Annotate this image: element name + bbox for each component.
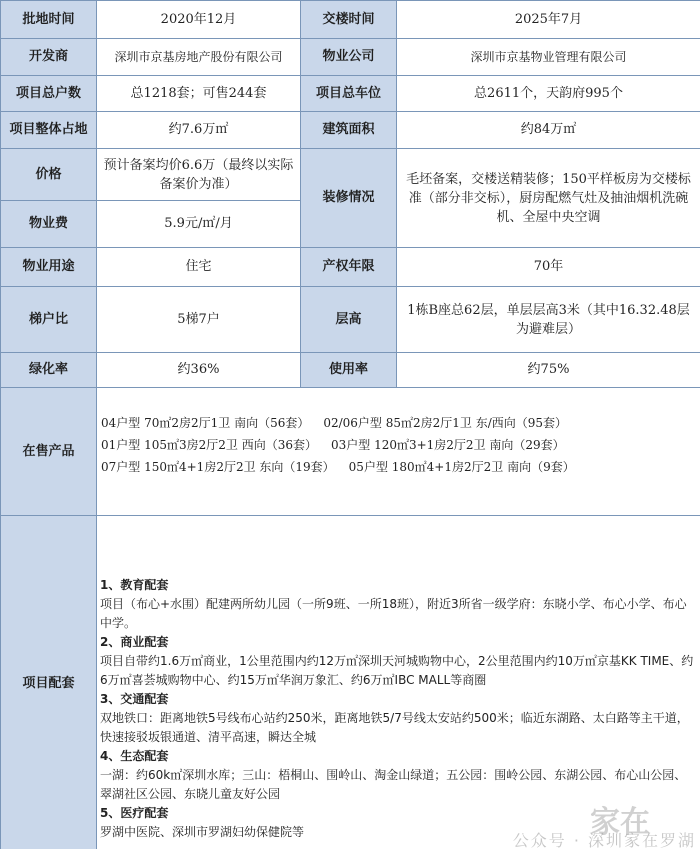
facility-text: 项目（布心+水围）配建两所幼儿园（一所9班、一所18班），附近3所省一级学府：东晓小学、布心小学、布心中学。 bbox=[100, 597, 687, 630]
value-floor-area: 约84万㎡ bbox=[397, 112, 700, 149]
facility-text: 项目自带约1.6万㎡商业，1公里范围内约12万㎡深圳天河城购物中心，2公里范围内约10万㎡京基KK TIME、约6万㎡喜荟城购物中心、约15万㎡华润万象汇、约6万㎡IBC MALL等商圈 bbox=[100, 654, 694, 687]
products-row bbox=[101, 412, 700, 434]
product-item: 03户型 120㎡3+1房2厅2卫 南向（29套） bbox=[330, 438, 565, 452]
value-property-company: 深圳市京基物业管理有限公司 bbox=[397, 39, 700, 76]
facility-title: 3、交通配套 bbox=[100, 692, 169, 706]
value-green-rate: 约36% bbox=[97, 353, 301, 388]
product-item: 04户型 70㎡2房2厅1卫 南向（56套） bbox=[101, 416, 310, 430]
row-price bbox=[1, 149, 700, 201]
label-elevator-ratio: 梯户比 bbox=[1, 287, 97, 353]
value-total-units: 总1218套；可售244套 bbox=[97, 76, 301, 112]
value-land-area: 约7.6万㎡ bbox=[97, 112, 301, 149]
value-land-date: 2020年12月 bbox=[97, 1, 301, 39]
value-usage: 住宅 bbox=[97, 248, 301, 287]
row-dates bbox=[1, 1, 700, 39]
label-property-fee: 物业费 bbox=[1, 201, 97, 248]
value-delivery-date: 2025年7月 bbox=[397, 1, 700, 39]
value-parking: 总2611个，天韵府995个 bbox=[397, 76, 700, 112]
facility-title: 2、商业配套 bbox=[100, 635, 169, 649]
products-row bbox=[101, 434, 700, 456]
facility-text: 一湖：约60k㎡深圳水库；三山：梧桐山、围岭山、淘金山绿道；五公园：围岭公园、东湖公园、布心山公园、翠湖社区公园、东晓儿童友好公园 bbox=[100, 768, 687, 801]
row-green bbox=[1, 353, 700, 388]
product-item: 05户型 180㎡4+1房2厅2卫 南向（9套） bbox=[348, 460, 575, 474]
product-item: 01户型 105㎡3房2厅2卫 西向（36套） bbox=[101, 438, 317, 452]
row-elevator bbox=[1, 287, 700, 353]
row-area bbox=[1, 112, 700, 149]
label-price: 价格 bbox=[1, 149, 97, 201]
row-units bbox=[1, 76, 700, 112]
value-tenure: 70年 bbox=[397, 248, 700, 287]
value-decoration: 毛坯备案，交楼送精装修；150平样板房为交楼标准（部分非交标），厨房配燃气灶及抽油烟机洗碗机、全屋中央空调 bbox=[397, 149, 700, 248]
product-item: 02/06户型 85㎡2房2厅1卫 东/西向（95套） bbox=[323, 416, 568, 430]
facility-text: 双地铁口：距离地铁5号线布心站约250米，距离地铁5/7号线太安站约500米；临近东湖路、太白路等主干道，快速接驳坂银通道、清平高速，瞬达全城 bbox=[100, 711, 689, 744]
label-floor-height: 层高 bbox=[301, 287, 397, 353]
product-item: 07户型 150㎡4+1房2厅2卫 东向（19套） bbox=[101, 460, 335, 474]
facility-title: 5、医疗配套 bbox=[100, 806, 169, 820]
label-delivery-date: 交楼时间 bbox=[301, 1, 397, 39]
value-developer: 深圳市京基房地产股份有限公司 bbox=[97, 39, 301, 76]
label-total-units: 项目总户数 bbox=[1, 76, 97, 112]
label-parking: 项目总车位 bbox=[301, 76, 397, 112]
label-green-rate: 绿化率 bbox=[1, 353, 97, 388]
value-price: 预计备案均价6.6万（最终以实际备案价为准） bbox=[97, 149, 301, 201]
label-decoration: 装修情况 bbox=[301, 149, 397, 248]
label-usage: 物业用途 bbox=[1, 248, 97, 287]
label-land-date: 批地时间 bbox=[1, 1, 97, 39]
watermark-text: 公众号 · 深圳家在罗湖 bbox=[512, 831, 696, 849]
label-developer: 开发商 bbox=[1, 39, 97, 76]
value-property-fee: 5.9元/㎡/月 bbox=[97, 201, 301, 248]
label-floor-area: 建筑面积 bbox=[301, 112, 397, 149]
label-usage-rate: 使用率 bbox=[301, 353, 397, 388]
products-row bbox=[101, 456, 700, 478]
products-cell bbox=[97, 388, 700, 516]
value-floor-height: 1栋B座总62层，单层层高3米（其中16.32.48层为避难层） bbox=[397, 287, 700, 353]
value-usage-rate: 约75% bbox=[397, 353, 700, 388]
row-products bbox=[1, 388, 700, 516]
facility-title: 1、教育配套 bbox=[100, 578, 169, 592]
label-property-company: 物业公司 bbox=[301, 39, 397, 76]
value-elevator-ratio: 5梯7户 bbox=[97, 287, 301, 353]
row-companies bbox=[1, 39, 700, 76]
label-facilities: 项目配套 bbox=[1, 516, 97, 849]
row-usage bbox=[1, 248, 700, 287]
watermark-logo: 家在 bbox=[590, 805, 650, 840]
label-tenure: 产权年限 bbox=[301, 248, 397, 287]
label-land-area: 项目整体占地 bbox=[1, 112, 97, 149]
label-products: 在售产品 bbox=[1, 388, 97, 516]
facility-title: 4、生态配套 bbox=[100, 749, 169, 763]
facility-text: 罗湖中医院、深圳市罗湖妇幼保健院等 bbox=[100, 825, 305, 839]
